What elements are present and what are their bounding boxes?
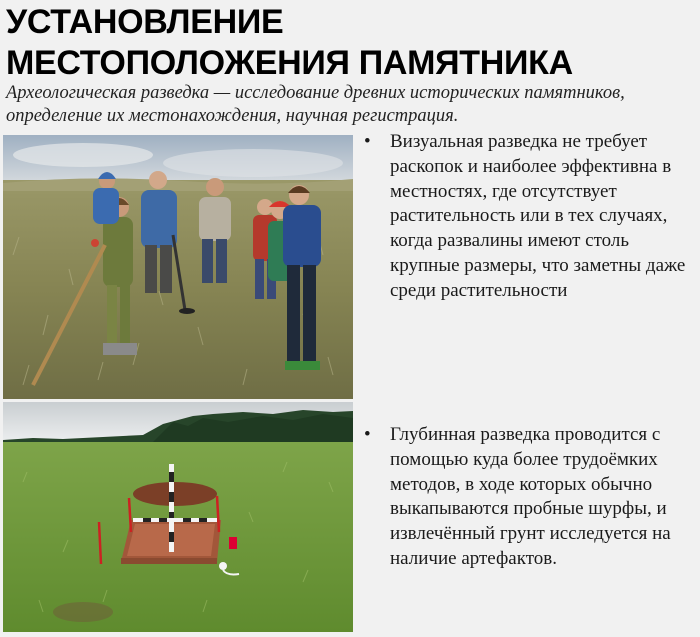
slide-subtitle: Археологическая разведка — исследование древних исторических памятников, определение их местонахождения, научная регистрация. [6, 83, 625, 126]
bullet-visual-survey [360, 130, 696, 304]
bullet-deep-survey-text: Глубинная разведка проводится с помощью куда более трудоёмких методов, в ходе которых обычно выкапываются пробные шурфы, и извлечённый грунт исследуется на наличие артефактов. [390, 424, 671, 569]
photo-visual-survey [3, 135, 353, 399]
photo-visual-survey-image [3, 135, 353, 399]
bullet-visual-survey-text: Визуальная разведка не требует раскопок и наиболее эффективна в местностях, где отсутствует растительность или в тех случаях, когда развалины имеют столь крупные размеры, что заметны даже среди растительности [390, 131, 686, 301]
bullet-marker: • [364, 424, 371, 445]
photo-test-pit-image [3, 402, 353, 632]
slide-title-line-1: УСТАНОВЛЕНИЕ [6, 3, 284, 41]
slide-title-line-2: МЕСТОПОЛОЖЕНИЯ ПАМЯТНИКА [6, 44, 573, 82]
bullet-deep-survey [360, 423, 696, 572]
slide-title [6, 2, 573, 84]
photo-test-pit [3, 402, 353, 632]
bullet-marker: • [364, 131, 371, 152]
